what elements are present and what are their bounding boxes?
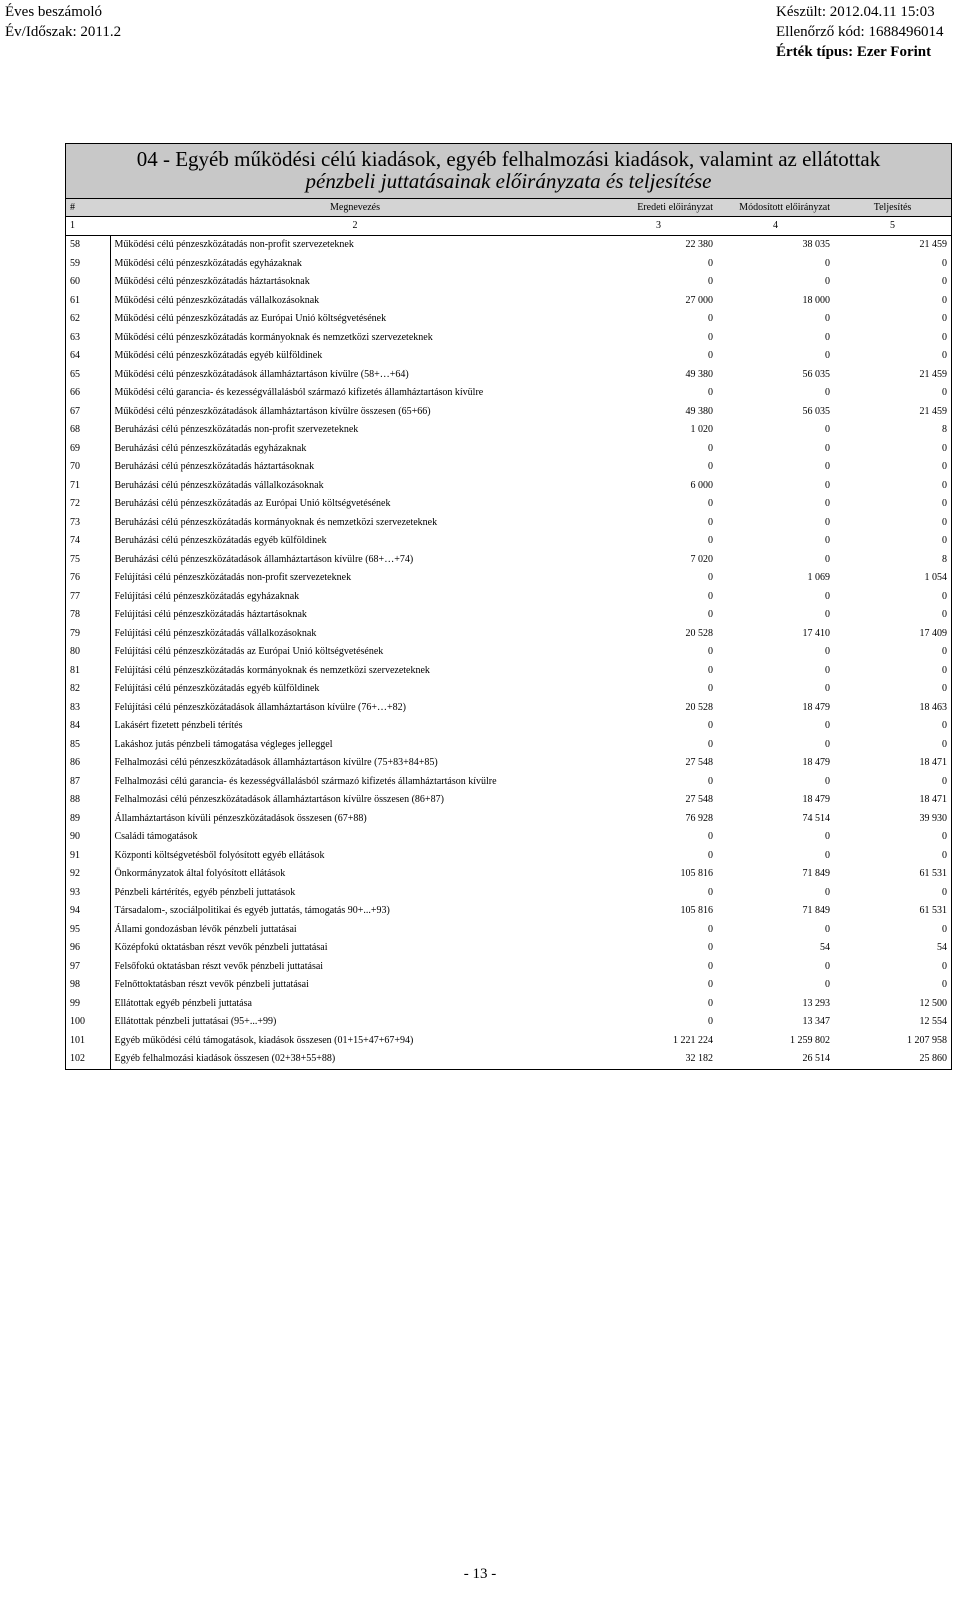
row-number: 91 [70,849,80,861]
table-row [66,791,951,810]
row-name: Működési célú pénzeszközátadás vállalkozásoknak [110,292,600,311]
row-original: 27 548 [685,757,713,769]
row-modified: 0 [825,461,830,473]
row-number: 75 [70,553,80,565]
row-actual: 25 860 [919,1053,947,1065]
row-modified: 0 [825,923,830,935]
row-name: Felújítási célú pénzeszközátadás non-profit szervezeteknek [110,569,600,588]
row-actual: 61 531 [919,868,947,880]
row-original: 27 548 [685,794,713,806]
table-row [66,421,951,440]
row-modified: 0 [825,849,830,861]
row-number: 65 [70,368,80,380]
table-row [66,606,951,625]
row-modified: 0 [825,257,830,269]
table-row [66,1032,951,1051]
row-original: 0 [708,683,713,695]
row-actual: 0 [942,461,947,473]
table-title-line1: 04 - Egyéb működési célú kiadások, egyéb felhalmozási kiadások, valamint az ellátottak [136,147,881,171]
col-header-number: # [66,199,110,217]
row-modified: 0 [825,609,830,621]
row-actual: 0 [942,276,947,288]
row-actual: 0 [942,313,947,325]
row-original: 0 [708,331,713,343]
report-period: Év/Időszak: 2011.2 [5,24,122,40]
row-original: 0 [708,442,713,454]
table-row [66,810,951,829]
table-row [66,699,951,718]
row-original: 105 816 [680,905,713,917]
table-row [66,847,951,866]
row-actual: 8 [942,424,947,436]
row-name: Lakásért fizetett pénzbeli térítés [110,717,600,736]
row-name: Felújítási célú pénzeszközátadások államháztartáson kívülre (76+…+82) [110,699,600,718]
row-original: 0 [708,276,713,288]
table-row [66,754,951,773]
created-timestamp: Készült: 2012.04.11 15:03 [776,4,935,20]
row-original: 6 000 [690,479,713,491]
row-actual: 0 [942,720,947,732]
row-actual: 0 [942,775,947,787]
row-number: 100 [70,1016,85,1028]
row-number: 70 [70,461,80,473]
row-number: 78 [70,609,80,621]
row-modified: 56 035 [802,405,830,417]
row-name: Felújítási célú pénzeszközátadás vállalkozásoknak [110,625,600,644]
row-number: 84 [70,720,80,732]
row-actual: 12 500 [919,997,947,1009]
row-original: 20 528 [685,627,713,639]
row-actual: 61 531 [919,905,947,917]
row-name: Beruházási célú pénzeszközátadás vállalkozásoknak [110,477,600,496]
row-actual: 8 [942,553,947,565]
row-number: 97 [70,960,80,972]
row-modified: 0 [825,775,830,787]
table-row [66,939,951,958]
row-actual: 0 [942,294,947,306]
row-actual: 18 471 [919,757,947,769]
table-row [66,347,951,366]
row-name: Ellátottak pénzbeli juttatásai (95+...+99) [110,1013,600,1032]
row-name: Beruházási célú pénzeszközátadás az Európai Unió költségvetésének [110,495,600,514]
row-name: Beruházási célú pénzeszközátadások államháztartáson kívülre (68+…+74) [110,551,600,570]
row-original: 0 [708,942,713,954]
row-modified: 1 259 802 [790,1034,830,1046]
check-code: Ellenőrző kód: 1688496014 [776,24,944,40]
row-modified: 0 [825,479,830,491]
row-number: 63 [70,331,80,343]
row-modified: 0 [825,590,830,602]
row-name: Felnőttoktatásban részt vevők pénzbeli juttatásai [110,976,600,995]
row-original: 76 928 [685,812,713,824]
row-original: 0 [708,461,713,473]
row-name: Működési célú pénzeszközátadások államháztartáson kívülre (58+…+64) [110,366,600,385]
row-modified: 0 [825,979,830,991]
row-original: 0 [708,590,713,602]
row-modified: 13 347 [802,1016,830,1028]
row-original: 0 [708,775,713,787]
table-row [66,329,951,348]
table-row [66,773,951,792]
row-actual: 54 [937,942,947,954]
row-original: 105 816 [680,868,713,880]
row-name: Egyéb működési célú támogatások, kiadások összesen (01+15+47+67+94) [110,1032,600,1051]
table-title-line2: pénzbeli juttatásainak előirányzata és teljesítése [305,169,712,193]
row-modified: 71 849 [802,868,830,880]
row-original: 0 [708,350,713,362]
row-actual: 0 [942,683,947,695]
row-original: 0 [708,831,713,843]
row-modified: 18 479 [802,701,830,713]
col-number-1: 1 [66,217,110,236]
row-number: 59 [70,257,80,269]
row-original: 0 [708,960,713,972]
row-original: 0 [708,1016,713,1028]
row-number: 95 [70,923,80,935]
row-name: Beruházási célú pénzeszközátadás kormányoknak és nemzetközi szervezeteknek [110,514,600,533]
row-original: 0 [708,313,713,325]
column-number-row [66,217,951,236]
row-modified: 13 293 [802,997,830,1009]
row-actual: 0 [942,442,947,454]
row-name: Működési célú pénzeszközátadás non-profit szervezeteknek [110,236,600,255]
row-name: Beruházási célú pénzeszközátadás egyéb külföldinek [110,532,600,551]
row-modified: 0 [825,313,830,325]
table-row [66,995,951,1014]
row-actual: 0 [942,609,947,621]
col-number-4: 4 [717,217,834,236]
row-modified: 26 514 [802,1053,830,1065]
row-name: Államháztartáson kívüli pénzeszközátadások összesen (67+88) [110,810,600,829]
row-name: Felújítási célú pénzeszközátadás az Európai Unió költségvetésének [110,643,600,662]
table-row [66,717,951,736]
row-name: Működési célú garancia- és kezességvállalásból származó kifizetés államháztartáson kívülre [110,384,600,403]
row-number: 83 [70,701,80,713]
row-number: 66 [70,387,80,399]
row-modified: 0 [825,683,830,695]
row-modified: 0 [825,886,830,898]
row-number: 88 [70,794,80,806]
row-modified: 0 [825,738,830,750]
col-header-original: Eredeti előirányzat [600,199,717,217]
row-name: Felújítási célú pénzeszközátadás háztartásoknak [110,606,600,625]
row-actual: 0 [942,979,947,991]
row-modified: 1 069 [807,572,830,584]
row-actual: 1 054 [924,572,947,584]
row-number: 67 [70,405,80,417]
row-actual: 1 207 958 [907,1034,947,1046]
row-original: 0 [708,849,713,861]
table-row [66,292,951,311]
row-modified: 0 [825,276,830,288]
row-modified: 0 [825,960,830,972]
table-row [66,736,951,755]
row-actual: 18 463 [919,701,947,713]
row-original: 20 528 [685,701,713,713]
row-name: Családi támogatások [110,828,600,847]
row-original: 0 [708,572,713,584]
row-actual: 0 [942,590,947,602]
row-original: 49 380 [685,368,713,380]
row-actual: 0 [942,257,947,269]
row-number: 81 [70,664,80,676]
table-row [66,310,951,329]
row-original: 0 [708,498,713,510]
row-number: 71 [70,479,80,491]
row-original: 0 [708,664,713,676]
row-original: 1 221 224 [673,1034,713,1046]
row-original: 32 182 [685,1053,713,1065]
table-row [66,625,951,644]
row-modified: 56 035 [802,368,830,380]
row-actual: 0 [942,923,947,935]
row-name: Önkormányzatok által folyósított ellátások [110,865,600,884]
row-name: Működési célú pénzeszközátadások államháztartáson kívülre összesen (65+66) [110,403,600,422]
row-name: Felújítási célú pénzeszközátadás egyéb külföldinek [110,680,600,699]
row-original: 0 [708,720,713,732]
row-actual: 18 471 [919,794,947,806]
table-row [66,680,951,699]
row-modified: 0 [825,498,830,510]
table-row [66,865,951,884]
row-modified: 0 [825,387,830,399]
row-original: 1 020 [690,424,713,436]
row-number: 102 [70,1053,85,1065]
row-modified: 17 410 [802,627,830,639]
row-original: 22 380 [685,239,713,251]
row-number: 62 [70,313,80,325]
row-name: Ellátottak egyéb pénzbeli juttatása [110,995,600,1014]
row-name: Állami gondozásban lévők pénzbeli juttatásai [110,921,600,940]
row-modified: 0 [825,535,830,547]
col-header-name: Megnevezés [110,199,600,217]
table-row [66,273,951,292]
row-name: Működési célú pénzeszközátadás háztartásoknak [110,273,600,292]
table-row [66,902,951,921]
row-modified: 0 [825,331,830,343]
row-modified: 0 [825,424,830,436]
row-original: 7 020 [690,553,713,565]
row-modified: 74 514 [802,812,830,824]
table-row [66,884,951,903]
row-number: 82 [70,683,80,695]
row-modified: 71 849 [802,905,830,917]
row-number: 86 [70,757,80,769]
row-actual: 0 [942,646,947,658]
row-modified: 0 [825,442,830,454]
row-number: 99 [70,997,80,1009]
col-number-2: 2 [110,217,600,236]
row-name: Működési célú pénzeszközátadás egyéb külföldinek [110,347,600,366]
table-row [66,255,951,274]
row-name: Felhalmozási célú garancia- és kezességvállalásból származó kifizetés államháztartáson kívülre [110,773,600,792]
col-number-3: 3 [600,217,717,236]
row-name: Működési célú pénzeszközátadás az Európai Unió költségvetésének [110,310,600,329]
table-row [66,514,951,533]
row-name: Egyéb felhalmozási kiadások összesen (02+38+55+88) [110,1050,600,1069]
row-name: Működési célú pénzeszközátadás kormányoknak és nemzetközi szervezeteknek [110,329,600,348]
row-actual: 0 [942,960,947,972]
row-original: 0 [708,257,713,269]
table-row [66,1013,951,1032]
row-actual: 0 [942,331,947,343]
row-number: 73 [70,516,80,528]
row-name: Felhalmozási célú pénzeszközátadások államháztartáson kívülre összesen (86+87) [110,791,600,810]
row-modified: 18 479 [802,757,830,769]
row-modified: 18 479 [802,794,830,806]
row-original: 0 [708,516,713,528]
row-number: 98 [70,979,80,991]
row-number: 74 [70,535,80,547]
row-original: 49 380 [685,405,713,417]
row-name: Pénzbeli kártérítés, egyéb pénzbeli juttatások [110,884,600,903]
col-header-modified: Módosított előirányzat [717,199,834,217]
row-original: 0 [708,997,713,1009]
row-number: 76 [70,572,80,584]
table-row [66,976,951,995]
table-row [66,236,951,255]
row-modified: 0 [825,516,830,528]
report-type: Éves beszámoló [5,4,103,20]
row-name: Felújítási célú pénzeszközátadás egyházaknak [110,588,600,607]
row-number: 61 [70,294,80,306]
table-row [66,662,951,681]
row-actual: 21 459 [919,239,947,251]
table-row [66,532,951,551]
row-actual: 0 [942,498,947,510]
report-header-right [776,2,943,62]
row-name: Felhalmozási célú pénzeszközátadások államháztartáson kívülre (75+83+84+85) [110,754,600,773]
row-original: 0 [708,979,713,991]
row-number: 68 [70,424,80,436]
report-table [66,199,951,1069]
table-title [66,144,951,199]
row-number: 58 [70,239,80,251]
row-actual: 12 554 [919,1016,947,1028]
table-row [66,403,951,422]
table-row [66,569,951,588]
row-modified: 0 [825,720,830,732]
row-actual: 21 459 [919,368,947,380]
col-number-5: 5 [834,217,951,236]
row-actual: 0 [942,886,947,898]
row-number: 92 [70,868,80,880]
row-name: Felsőfokú oktatásban részt vevők pénzbeli juttatásai [110,958,600,977]
row-name: Beruházási célú pénzeszközátadás háztartásoknak [110,458,600,477]
row-number: 60 [70,276,80,288]
row-actual: 0 [942,350,947,362]
table-row [66,551,951,570]
row-number: 85 [70,738,80,750]
row-number: 101 [70,1034,85,1046]
table-row [66,366,951,385]
row-actual: 0 [942,387,947,399]
row-actual: 39 930 [919,812,947,824]
row-original: 0 [708,535,713,547]
row-number: 93 [70,886,80,898]
value-type: Érték típus: Ezer Forint [776,44,932,60]
row-actual: 0 [942,516,947,528]
table-row [66,384,951,403]
row-original: 0 [708,387,713,399]
row-modified: 0 [825,831,830,843]
table-body [66,236,951,1069]
row-original: 27 000 [685,294,713,306]
page-number: - 13 - [463,1566,497,1582]
row-actual: 0 [942,831,947,843]
row-number: 69 [70,442,80,454]
row-number: 90 [70,831,80,843]
row-modified: 0 [825,350,830,362]
row-actual: 21 459 [919,405,947,417]
table-row [66,643,951,662]
table-row [66,495,951,514]
col-header-actual: Teljesítés [834,199,951,217]
row-name: Működési célú pénzeszközátadás egyházaknak [110,255,600,274]
row-original: 0 [708,886,713,898]
row-original: 0 [708,738,713,750]
column-header-row [66,199,951,217]
row-modified: 0 [825,664,830,676]
row-number: 72 [70,498,80,510]
row-name: Központi költségvetésből folyósított egyéb ellátások [110,847,600,866]
row-actual: 0 [942,664,947,676]
row-actual: 0 [942,849,947,861]
row-actual: 17 409 [919,627,947,639]
row-name: Beruházási célú pénzeszközátadás egyházaknak [110,440,600,459]
row-name: Középfokú oktatásban részt vevők pénzbeli juttatásai [110,939,600,958]
table-row [66,588,951,607]
row-number: 87 [70,775,80,787]
row-actual: 0 [942,535,947,547]
row-name: Lakáshoz jutás pénzbeli támogatása végleges jelleggel [110,736,600,755]
row-name: Társadalom-, szociálpolitikai és egyéb juttatás, támogatás 90+...+93) [110,902,600,921]
table-row [66,921,951,940]
table-row [66,828,951,847]
row-original: 0 [708,923,713,935]
table-row [66,1050,951,1069]
report-header-left [5,2,121,42]
row-modified: 0 [825,646,830,658]
row-actual: 0 [942,738,947,750]
row-original: 0 [708,646,713,658]
row-modified: 18 000 [802,294,830,306]
row-number: 64 [70,350,80,362]
table-row [66,440,951,459]
row-modified: 38 035 [802,239,830,251]
row-number: 96 [70,942,80,954]
table-row [66,958,951,977]
row-original: 0 [708,609,713,621]
row-number: 94 [70,905,80,917]
row-number: 77 [70,590,80,602]
row-number: 89 [70,812,80,824]
row-number: 79 [70,627,80,639]
table-row [66,477,951,496]
row-actual: 0 [942,479,947,491]
row-name: Felújítási célú pénzeszközátadás kormányoknak és nemzetközi szervezeteknek [110,662,600,681]
row-modified: 54 [820,942,830,954]
row-modified: 0 [825,553,830,565]
report-table-frame [65,143,952,1070]
row-number: 80 [70,646,80,658]
table-row [66,458,951,477]
row-name: Beruházási célú pénzeszközátadás non-profit szervezeteknek [110,421,600,440]
